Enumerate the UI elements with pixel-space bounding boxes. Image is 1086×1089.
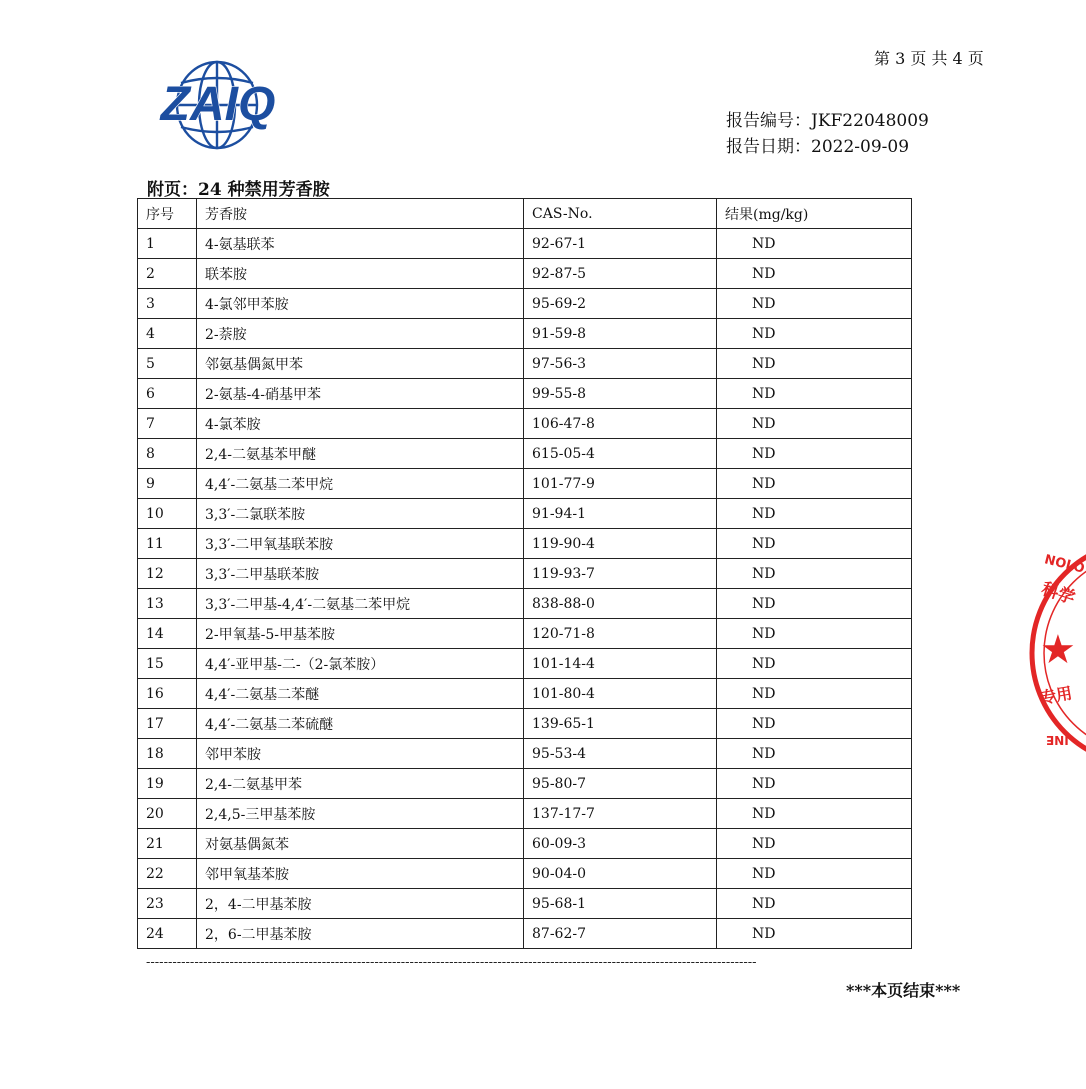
row-seq: 5 bbox=[138, 349, 197, 379]
row-amine-name: 对氨基偶氮苯 bbox=[197, 829, 524, 859]
table-row bbox=[138, 889, 912, 919]
row-amine-name: 2-氨基-4-硝基甲苯 bbox=[197, 379, 524, 409]
row-seq: 6 bbox=[138, 379, 197, 409]
red-seal-stamp bbox=[1034, 535, 1086, 775]
row-seq: 18 bbox=[138, 739, 197, 769]
report-date-value: 2022-09-09 bbox=[811, 137, 910, 157]
row-result: ND bbox=[717, 649, 912, 679]
row-amine-name: 邻甲苯胺 bbox=[197, 739, 524, 769]
table-row bbox=[138, 349, 912, 379]
stamp-text-3: 专用 bbox=[1038, 683, 1074, 708]
row-cas-no: 615-05-4 bbox=[524, 439, 717, 469]
page-number: 第 3 页 共 4 页 bbox=[874, 49, 984, 68]
row-amine-name: 2,4-二氨基甲苯 bbox=[197, 769, 524, 799]
table-row bbox=[138, 259, 912, 289]
row-cas-no: 99-55-8 bbox=[524, 379, 717, 409]
row-amine-name: 3,3′-二甲基联苯胺 bbox=[197, 559, 524, 589]
table-row bbox=[138, 739, 912, 769]
row-result: ND bbox=[717, 679, 912, 709]
stamp-text-1: NOLO bbox=[1042, 552, 1086, 577]
row-result: ND bbox=[717, 529, 912, 559]
row-result: ND bbox=[717, 259, 912, 289]
row-seq: 23 bbox=[138, 889, 197, 919]
report-number-value: JKF22048009 bbox=[811, 111, 929, 131]
row-amine-name: 4,4′-二氨基二苯醚 bbox=[197, 679, 524, 709]
row-result: ND bbox=[717, 289, 912, 319]
row-cas-no: 119-90-4 bbox=[524, 529, 717, 559]
row-seq: 8 bbox=[138, 439, 197, 469]
row-result: ND bbox=[717, 589, 912, 619]
row-seq: 2 bbox=[138, 259, 197, 289]
table-header-row bbox=[138, 199, 912, 229]
row-result: ND bbox=[717, 229, 912, 259]
report-date: 报告日期：2022-09-09 bbox=[726, 137, 910, 157]
logo-text: ZAIQ bbox=[160, 78, 276, 131]
row-amine-name: 2，4-二甲基苯胺 bbox=[197, 889, 524, 919]
row-amine-name: 4,4′-二氨基二苯硫醚 bbox=[197, 709, 524, 739]
row-result: ND bbox=[717, 889, 912, 919]
row-cas-no: 119-93-7 bbox=[524, 559, 717, 589]
row-cas-no: 92-67-1 bbox=[524, 229, 717, 259]
report-number: 报告编号：JKF22048009 bbox=[726, 111, 929, 131]
row-cas-no: 95-68-1 bbox=[524, 889, 717, 919]
row-cas-no: 91-59-8 bbox=[524, 319, 717, 349]
table-row bbox=[138, 769, 912, 799]
row-amine-name: 联苯胺 bbox=[197, 259, 524, 289]
page-end-note: ***本页结束*** bbox=[846, 981, 961, 1000]
row-amine-name: 3,3′-二甲基-4,4′-二氨基二苯甲烷 bbox=[197, 589, 524, 619]
table-row bbox=[138, 679, 912, 709]
row-amine-name: 4-氨基联苯 bbox=[197, 229, 524, 259]
table-row bbox=[138, 649, 912, 679]
row-result: ND bbox=[717, 379, 912, 409]
row-amine-name: 3,3′-二氯联苯胺 bbox=[197, 499, 524, 529]
row-cas-no: 91-94-1 bbox=[524, 499, 717, 529]
row-result: ND bbox=[717, 919, 912, 949]
stamp-text-4: INE bbox=[1046, 733, 1069, 747]
table-row bbox=[138, 229, 912, 259]
row-seq: 13 bbox=[138, 589, 197, 619]
table-title: 附页：24 种禁用芳香胺 bbox=[147, 180, 330, 200]
stamp-text-2: 科学 bbox=[1038, 579, 1078, 609]
row-seq: 7 bbox=[138, 409, 197, 439]
table-row bbox=[138, 559, 912, 589]
row-cas-no: 101-77-9 bbox=[524, 469, 717, 499]
row-result: ND bbox=[717, 559, 912, 589]
row-result: ND bbox=[717, 829, 912, 859]
row-result: ND bbox=[717, 619, 912, 649]
row-cas-no: 838-88-0 bbox=[524, 589, 717, 619]
row-amine-name: 2,4-二氨基苯甲醚 bbox=[197, 439, 524, 469]
row-seq: 3 bbox=[138, 289, 197, 319]
table-row bbox=[138, 379, 912, 409]
row-cas-no: 87-62-7 bbox=[524, 919, 717, 949]
row-cas-no: 95-80-7 bbox=[524, 769, 717, 799]
row-amine-name: 3,3′-二甲氧基联苯胺 bbox=[197, 529, 524, 559]
row-seq: 17 bbox=[138, 709, 197, 739]
row-seq: 22 bbox=[138, 859, 197, 889]
table-row bbox=[138, 499, 912, 529]
row-cas-no: 137-17-7 bbox=[524, 799, 717, 829]
globe-logo-icon bbox=[126, 55, 308, 155]
row-seq: 10 bbox=[138, 499, 197, 529]
row-cas-no: 101-80-4 bbox=[524, 679, 717, 709]
row-amine-name: 4,4′-二氨基二苯甲烷 bbox=[197, 469, 524, 499]
stamp-star-icon: ★ bbox=[1040, 627, 1076, 673]
header-amine: 芳香胺 bbox=[197, 199, 524, 229]
separator-dashes: ------------------------------------------------------------------------------------------------------------------------------------------- bbox=[146, 955, 757, 970]
row-result: ND bbox=[717, 799, 912, 829]
row-result: ND bbox=[717, 739, 912, 769]
row-cas-no: 97-56-3 bbox=[524, 349, 717, 379]
row-result: ND bbox=[717, 349, 912, 379]
table-row bbox=[138, 319, 912, 349]
row-result: ND bbox=[717, 319, 912, 349]
row-result: ND bbox=[717, 409, 912, 439]
row-seq: 1 bbox=[138, 229, 197, 259]
row-result: ND bbox=[717, 439, 912, 469]
row-cas-no: 120-71-8 bbox=[524, 619, 717, 649]
row-seq: 20 bbox=[138, 799, 197, 829]
row-result: ND bbox=[717, 499, 912, 529]
row-seq: 12 bbox=[138, 559, 197, 589]
row-seq: 4 bbox=[138, 319, 197, 349]
row-amine-name: 2,4,5-三甲基苯胺 bbox=[197, 799, 524, 829]
row-result: ND bbox=[717, 709, 912, 739]
row-seq: 11 bbox=[138, 529, 197, 559]
header-seq: 序号 bbox=[138, 199, 197, 229]
table-row bbox=[138, 709, 912, 739]
table-row bbox=[138, 589, 912, 619]
row-seq: 19 bbox=[138, 769, 197, 799]
header-result: 结果(mg/kg) bbox=[717, 199, 912, 229]
row-seq: 24 bbox=[138, 919, 197, 949]
table-row bbox=[138, 859, 912, 889]
table-row bbox=[138, 439, 912, 469]
row-amine-name: 邻氨基偶氮甲苯 bbox=[197, 349, 524, 379]
row-result: ND bbox=[717, 469, 912, 499]
zaiq-logo bbox=[126, 55, 308, 155]
row-cas-no: 139-65-1 bbox=[524, 709, 717, 739]
table-row bbox=[138, 619, 912, 649]
table-row bbox=[138, 919, 912, 949]
table-row bbox=[138, 529, 912, 559]
row-seq: 14 bbox=[138, 619, 197, 649]
row-seq: 16 bbox=[138, 679, 197, 709]
row-result: ND bbox=[717, 769, 912, 799]
row-cas-no: 95-69-2 bbox=[524, 289, 717, 319]
row-cas-no: 92-87-5 bbox=[524, 259, 717, 289]
row-result: ND bbox=[717, 859, 912, 889]
row-seq: 9 bbox=[138, 469, 197, 499]
row-amine-name: 邻甲氧基苯胺 bbox=[197, 859, 524, 889]
row-amine-name: 4-氯苯胺 bbox=[197, 409, 524, 439]
row-amine-name: 4,4′-亚甲基-二-（2-氯苯胺） bbox=[197, 649, 524, 679]
table-row bbox=[138, 409, 912, 439]
table-row bbox=[138, 289, 912, 319]
aromatic-amine-table bbox=[137, 198, 912, 949]
row-amine-name: 2，6-二甲基苯胺 bbox=[197, 919, 524, 949]
row-amine-name: 2-甲氧基-5-甲基苯胺 bbox=[197, 619, 524, 649]
table-row bbox=[138, 469, 912, 499]
row-seq: 21 bbox=[138, 829, 197, 859]
table-row bbox=[138, 829, 912, 859]
row-cas-no: 95-53-4 bbox=[524, 739, 717, 769]
header-cas: CAS-No. bbox=[524, 199, 717, 229]
table-row bbox=[138, 799, 912, 829]
row-cas-no: 101-14-4 bbox=[524, 649, 717, 679]
row-amine-name: 2-萘胺 bbox=[197, 319, 524, 349]
row-cas-no: 60-09-3 bbox=[524, 829, 717, 859]
row-seq: 15 bbox=[138, 649, 197, 679]
row-amine-name: 4-氯邻甲苯胺 bbox=[197, 289, 524, 319]
row-cas-no: 90-04-0 bbox=[524, 859, 717, 889]
row-cas-no: 106-47-8 bbox=[524, 409, 717, 439]
